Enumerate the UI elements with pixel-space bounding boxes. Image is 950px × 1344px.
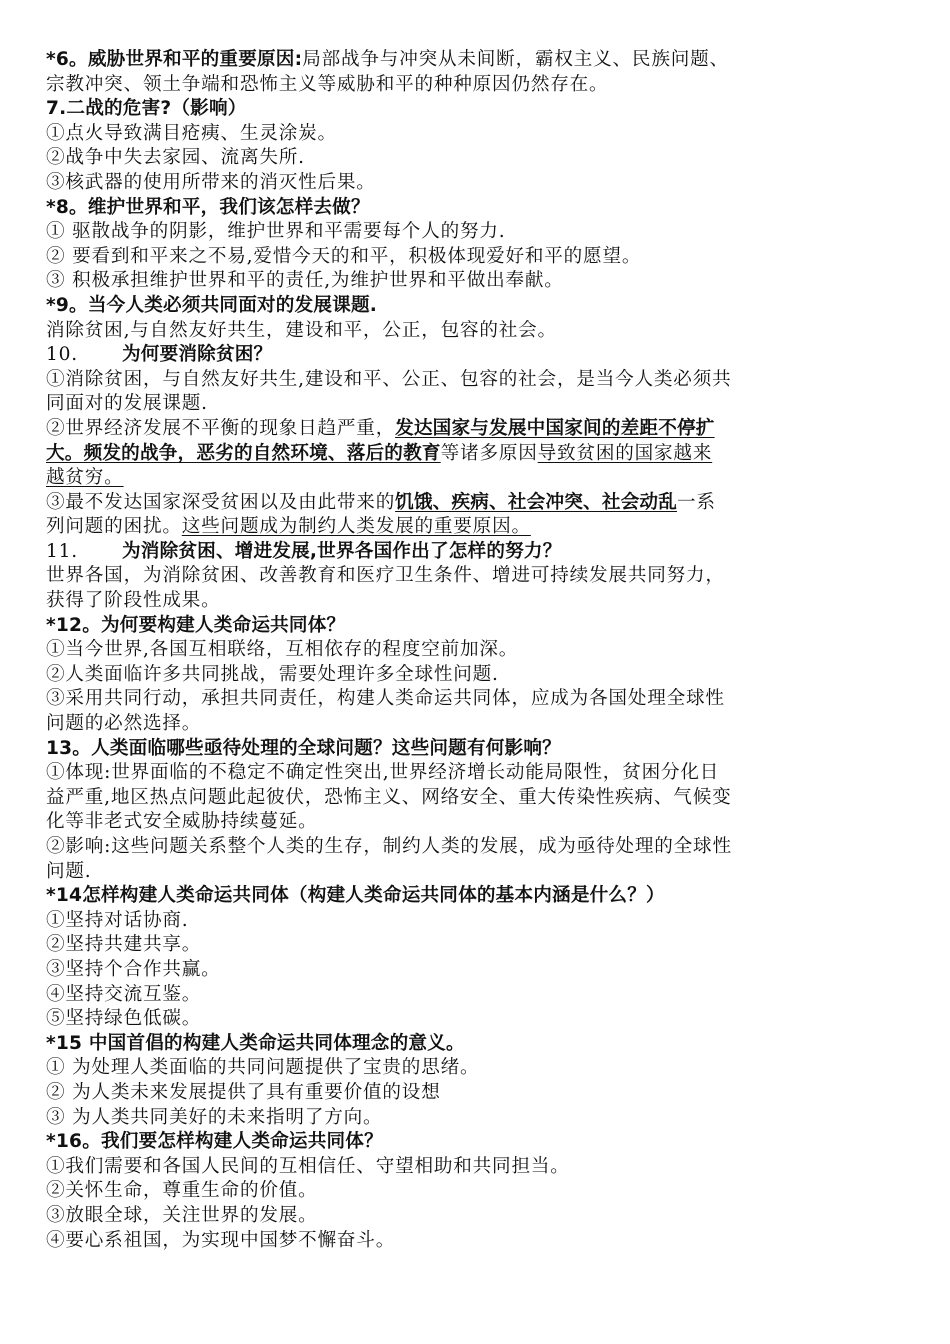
plain-text: 等诸多原因: [440, 442, 538, 464]
section-12-item: ②人类面临许多共同挑战，需要处理许多全球性问题.: [46, 663, 499, 685]
section-13-item-1-line-3: 化等非老式安全威胁持续蔓延。: [46, 811, 318, 833]
section-10-title: 为何要消除贫困？: [121, 344, 273, 366]
section-13-item-1-line-1: ①体现:世界面临的不稳定不确定性突出,世界经济增长动能局限性，贫困分化日: [46, 762, 720, 784]
section-7-item: ③核武器的使用所带来的消灭性后果。: [46, 171, 376, 193]
section-12-item: ①当今世界,各国互相联络，互相依存的程度空前加深。: [46, 639, 519, 661]
section-6-title: *6。威胁世界和平的重要原因:: [46, 49, 303, 70]
section-7-item: ②战争中失去家园、流离失所.: [46, 147, 305, 169]
section-10-item-1-line-2: 同面对的发展课题.: [46, 393, 208, 415]
section-11-heading: [46, 540, 912, 565]
underlined-text: 这些问题成为制约人类发展的重要原因。: [181, 516, 531, 538]
section-16-item: ①我们需要和各国人民间的互相信任、守望相助和共同担当。: [46, 1155, 570, 1177]
section-15-item: ① 为处理人类面临的共同问题提供了宝贵的思绪。: [46, 1057, 480, 1079]
section-13-title: 13。人类面临哪些亟待处理的全球问题？这些问题有何影响？: [46, 737, 561, 759]
section-6-line-1: [46, 48, 912, 73]
section-16-item: ③放眼全球，关注世界的发展。: [46, 1204, 318, 1226]
section-8-item: ② 要看到和平来之不易,爱惜今天的和平，积极体现爱好和平的愿望。: [46, 245, 642, 267]
section-6-text: 局部战争与冲突从未间断，霸权主义、民族问题、: [302, 49, 729, 70]
section-8-item: ① 驱散战争的阴影，维护世界和平需要每个人的努力.: [46, 221, 506, 243]
section-10-item-2-line-3: [46, 466, 912, 491]
emphasized-text: 大。频发的战争，恶劣的自然环境、落后的教育: [46, 442, 441, 464]
section-12-item: ③采用共同行动，承担共同责任，构建人类命运共同体，应成为各国处理全球性: [46, 688, 725, 710]
section-15-title: *15 中国首倡的构建人类命运共同体理念的意义。: [46, 1032, 465, 1054]
section-14-item: ①坚持对话协商.: [46, 909, 189, 931]
section-15-item: ③ 为人类共同美好的未来指明了方向。: [46, 1106, 383, 1128]
section-13-item-2-line-1: ②影响:这些问题关系整个人类的生存，制约人类的发展，成为亟待处理的全球性: [46, 836, 732, 857]
section-7-title: 7.二战的危害?（影响）: [46, 98, 247, 120]
section-13-item-2-line-2: 问题.: [46, 860, 92, 882]
document-page: [46, 48, 912, 1253]
section-11-text-line-2: 获得了阶段性成果。: [46, 590, 221, 612]
emphasized-text: 发达国家与发展中国家间的差距不停扩: [395, 417, 715, 439]
plain-text: ②世界经济发展不平衡的现象日趋严重，: [46, 417, 396, 439]
section-6-line-2: 宗教冲突、领土争端和恐怖主义等威胁和平的种种原因仍然存在。: [46, 73, 609, 95]
underlined-text: 导致贫困的国家越来: [537, 442, 713, 464]
section-11-text-line-1: 世界各国，为消除贫困、改善教育和医疗卫生条件、增进可持续发展共同努力，: [46, 565, 725, 587]
plain-text: 一系: [677, 491, 716, 513]
section-9-text: 消除贫困,与自然友好共生，建设和平，公正，包容的社会。: [46, 319, 557, 341]
section-14-item: ②坚持共建共享。: [46, 934, 202, 956]
section-10-item-2-line-2: [46, 442, 912, 467]
section-14-item: ⑤坚持绿色低碳。: [46, 1008, 202, 1030]
section-16-title: *16。我们要怎样构建人类命运共同体？: [46, 1131, 383, 1153]
section-8-title: *8。维护世界和平，我们该怎样去做？: [46, 196, 370, 218]
section-10-item-3-line-2: [46, 515, 912, 540]
section-9-title: *9。当今人类必须共同面对的发展课题.: [46, 294, 378, 316]
section-10-heading: [46, 343, 912, 368]
section-14-item: ④坚持交流互鉴。: [46, 983, 202, 1005]
section-10-number: 10.: [46, 344, 78, 366]
section-13-item-1-line-2: 益严重,地区热点问题此起彼伏，恐怖主义、网络安全、重大传染性疾病、气候变: [46, 786, 732, 808]
section-16-item: ④要心系祖国，为实现中国梦不懈奋斗。: [46, 1229, 396, 1251]
section-15-item: ② 为人类未来发展提供了具有重要价值的设想: [46, 1081, 441, 1103]
section-10-item-2-line-1: [46, 417, 912, 442]
section-11-number: 11.: [46, 540, 78, 562]
section-10-item-1-line-1: ①消除贫困，与自然友好共生,建设和平、公正、包容的社会，是当今人类必须共: [46, 368, 732, 390]
section-14-item: ③坚持个合作共赢。: [46, 958, 221, 980]
section-11-title: 为消除贫困、增进发展,世界各国作出了怎样的努力？: [121, 540, 562, 562]
section-16-item: ②关怀生命，尊重生命的价值。: [46, 1180, 318, 1202]
section-14-title: *14怎样构建人类命运共同体（构建人类命运共同体的基本内涵是什么？）: [46, 885, 665, 907]
plain-text: 列问题的困扰。: [46, 516, 182, 538]
section-10-item-3-line-1: [46, 491, 912, 516]
underlined-text: 越贫穷。: [46, 467, 124, 489]
emphasized-text: 饥饿、疾病、社会冲突、社会动乱: [395, 491, 678, 513]
section-7-item: ①点火导致满目疮痍、生灵涂炭。: [46, 122, 337, 144]
plain-text: ③最不发达国家深受贫困以及由此带来的: [46, 491, 396, 513]
section-8-item: ③ 积极承担维护世界和平的责任,为维护世界和平做出奉献。: [46, 270, 564, 292]
section-12-title: *12。为何要构建人类命运共同体？: [46, 614, 346, 636]
section-12-item-continued: 问题的必然选择。: [46, 713, 202, 735]
